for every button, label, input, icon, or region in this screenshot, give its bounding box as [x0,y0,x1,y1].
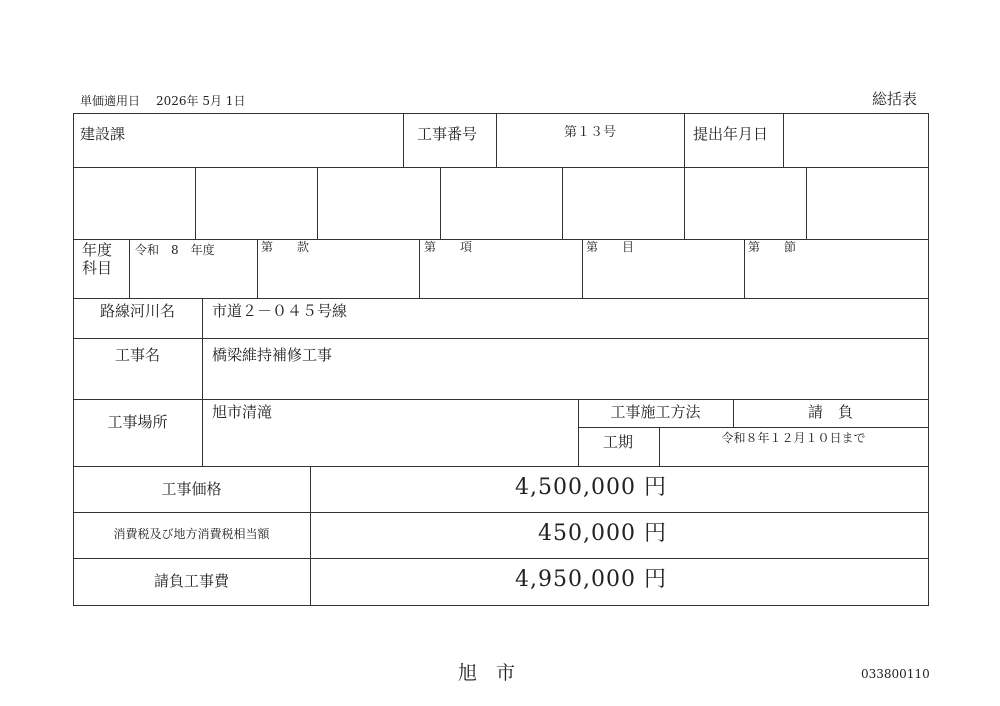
section-kou: 第 項 [424,240,473,254]
document-code: 033800110 [861,667,930,681]
tax-value: 450,000 [538,521,636,546]
route-value: 市道２－０４５号線 [212,302,348,320]
contract-label: 請負工事費 [153,572,229,590]
section-setsu: 第 節 [748,240,797,254]
period-label: 工期 [603,433,634,451]
summary-title: 総括表 [872,90,918,108]
work-name-value: 橋梁維持補修工事 [212,346,333,364]
contract-currency: 円 [644,567,668,592]
fiscal-year: 令和 8 年度 [135,243,215,257]
fiscal-label-line2: 科目 [82,259,113,277]
unit-price-date: 2026年 5月 1日 [156,94,246,108]
price-value: 4,500,000 [515,475,636,500]
department: 建設課 [80,125,126,143]
submission-date-label: 提出年月日 [693,125,769,143]
work-number: 第１３号 [563,125,616,140]
work-number-label: 工事番号 [417,125,478,143]
section-kan: 第 款 [261,240,310,254]
price-currency: 円 [644,475,668,500]
work-name-label: 工事名 [114,346,160,364]
section-moku: 第 目 [586,240,635,254]
method-value: 請 負 [807,403,853,421]
contract-value: 4,950,000 [515,567,636,592]
site-label: 工事場所 [107,413,168,431]
price-label: 工事価格 [161,480,222,498]
tax-currency: 円 [644,521,668,546]
method-label: 工事施工方法 [610,403,701,421]
site-value: 旭市清滝 [212,403,273,421]
unit-price-date-label: 単価適用日 [80,94,141,108]
fiscal-label-line1: 年度 [82,241,113,259]
period-value: 令和８年１２月１０日まで [721,431,866,445]
city-name: 旭 市 [458,662,516,684]
route-label: 路線河川名 [99,302,175,320]
tax-label: 消費税及び地方消費税相当額 [113,527,270,541]
